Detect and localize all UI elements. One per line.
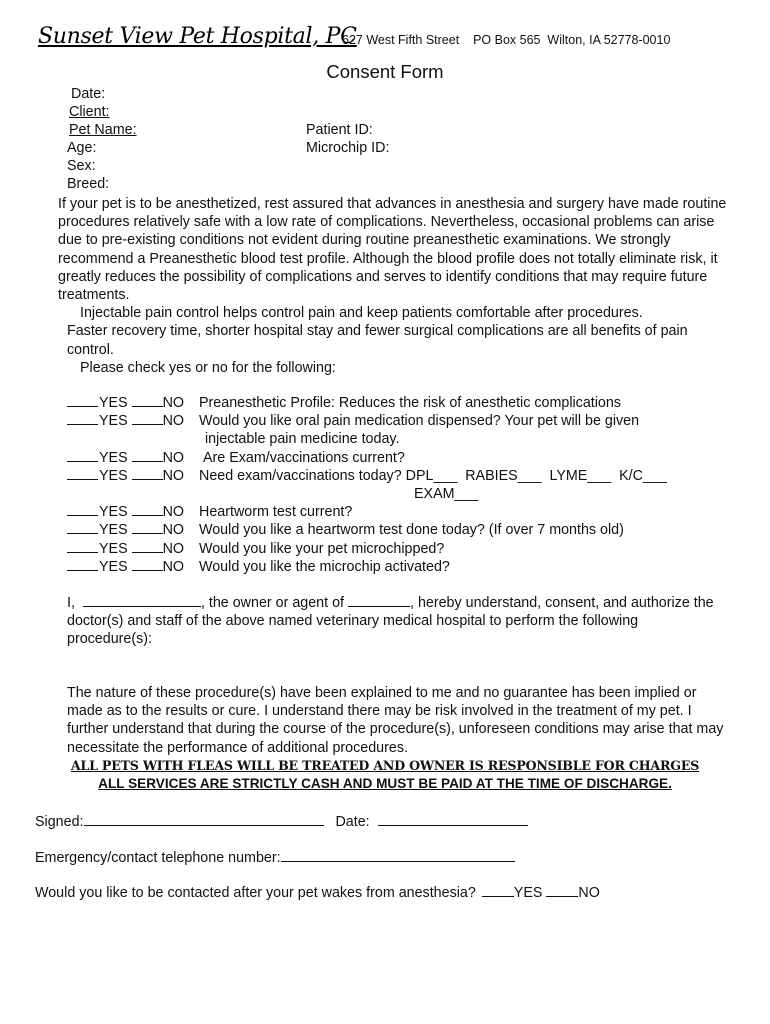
cash-notice: ALL SERVICES ARE STRICTLY CASH AND MUST BE PAID AT THE TIME OF DISCHARGE. [98,776,672,791]
pet-name-blank[interactable] [348,593,410,607]
authorization-paragraph: I, , the owner or agent of , hereby understand, consent, and authorize the doctor(s) and staff of the above named veterinary medical hospital to perform the following procedure(s): [67,595,714,648]
microchip-id-label: Microchip ID: [306,140,390,156]
breed-label: Breed: [67,176,110,192]
question-oral-pain-medication-cont: injectable pain medicine today. [205,431,400,448]
question-heartworm-current: Heartworm test current? [199,504,353,521]
question-heartworm-today: Would you like a heartworm test done today? (If over 7 months old) [199,522,624,539]
yes-blank[interactable] [67,412,98,425]
hospital-address: 627 West Fifth Street PO Box 565 Wilton, IA 52778-0010 [342,33,671,47]
question-microchip: Would you like your pet microchipped? [199,540,445,557]
no-blank[interactable] [132,503,163,516]
checklist-row-continued [67,430,707,448]
checklist-row: YES NO Need exam/vaccinations today? DPL___ RABIES___ LYME___ K/C___ [67,467,707,485]
checklist-row-continued [67,485,707,503]
checklist-row: YES NO Would you like your pet microchipped? [67,540,707,558]
hospital-name: Sunset View Pet Hospital, PC [38,24,357,49]
no-blank[interactable] [132,467,163,480]
question-oral-pain-medication: Would you like oral pain medication dispensed? Your pet will be given [199,413,640,430]
question-vaccinations-today: Need exam/vaccinations today? DPL___ RABIES___ LYME___ K/C___ [199,467,667,484]
intro-check-instruction: Please check yes or no for the following: [80,359,336,376]
checklist-row: YES NO Heartworm test current? [67,503,707,521]
fleas-notice: ALL PETS WITH FLEAS WILL BE TREATED AND OWNER IS RESPONSIBLE FOR CHARGES [70,758,700,773]
no-blank[interactable] [132,540,163,553]
yes-blank[interactable] [67,540,98,553]
question-preanesthetic: Preanesthetic Profile: Reduces the risk of anesthetic complications [199,395,621,411]
form-title: Consent Form [326,61,444,82]
age-label: Age: [67,140,97,156]
emergency-phone-blank[interactable] [281,848,515,862]
emergency-contact-row: Emergency/contact telephone number: [35,848,515,867]
date-label: Date: [71,86,106,102]
no-blank[interactable] [132,412,163,425]
patient-id-label: Patient ID: [306,122,373,138]
question-vaccinations-exam: EXAM___ [414,485,479,502]
checklist [67,394,707,576]
yes-blank[interactable] [67,467,98,480]
question-vaccinations-current: Are Exam/vaccinations current? [203,449,405,466]
procedure-notice: The nature of these procedure(s) have been explained to me and no guarantee has been implied or made as to the results or cure. I understand there may be risk involved in the treatment of my pet. I further understand that during the course of the procedure(s), unforeseen conditions may arise that may necessitate the performance of additional procedures. [67,685,724,756]
sex-label: Sex: [67,158,96,174]
contact-no-blank[interactable] [546,883,578,897]
no-blank[interactable] [132,558,163,571]
pet-name-label: Pet Name: [69,122,137,138]
no-blank[interactable] [132,449,163,462]
signature-date-blank[interactable] [378,812,528,826]
checklist-row: YES NO Preanesthetic Profile: Reduces the risk of anesthetic complications [67,394,707,412]
no-blank[interactable] [132,521,163,534]
yes-blank[interactable] [67,521,98,534]
intro-section [58,195,728,377]
no-blank[interactable] [132,394,163,407]
signature-row: Signed: Date: [35,812,528,831]
intro-paragraph-pain-control: Injectable pain control helps control pain and keep patients comfortable after procedures. [80,305,643,322]
owner-name-blank[interactable] [83,593,201,607]
checklist-row: YES NO Would you like the microchip activated? [67,558,707,576]
checklist-row: YES NO Would you like a heartworm test done today? (If over 7 months old) [67,521,707,539]
yes-blank[interactable] [67,394,98,407]
signature-blank[interactable] [84,812,324,826]
yes-blank[interactable] [67,449,98,462]
intro-paragraph-anesthesia: If your pet is to be anesthetized, rest assured that advances in anesthesia and surgery have made routine procedures relatively safe with a low rate of complications. Nevertheless, occasional problems can arise due to pre-existing conditions not evident during routine preanesthetic examinations. We strongly recommend a Preanesthetic blood test profile. Although the blood profile does not totally eliminate risk, it greatly reduces the possibility of complications and serves to identify conditions that may require future treatments. [58,196,727,304]
yes-blank[interactable] [67,558,98,571]
intro-paragraph-recovery: Faster recovery time, shorter hospital stay and fewer surgical complications are all benefits of pain control. [67,323,688,358]
checklist-row: YES NO Would you like oral pain medication dispensed? Your pet will be given [67,412,707,430]
client-label: Client: [69,104,110,120]
contact-after-anesthesia-row: Would you like to be contacted after your pet wakes from anesthesia? YES NO [35,885,600,901]
contact-yes-blank[interactable] [482,883,514,897]
checklist-row: YES NO Are Exam/vaccinations current? [67,449,707,467]
question-microchip-activated: Would you like the microchip activated? [199,558,450,575]
yes-blank[interactable] [67,503,98,516]
